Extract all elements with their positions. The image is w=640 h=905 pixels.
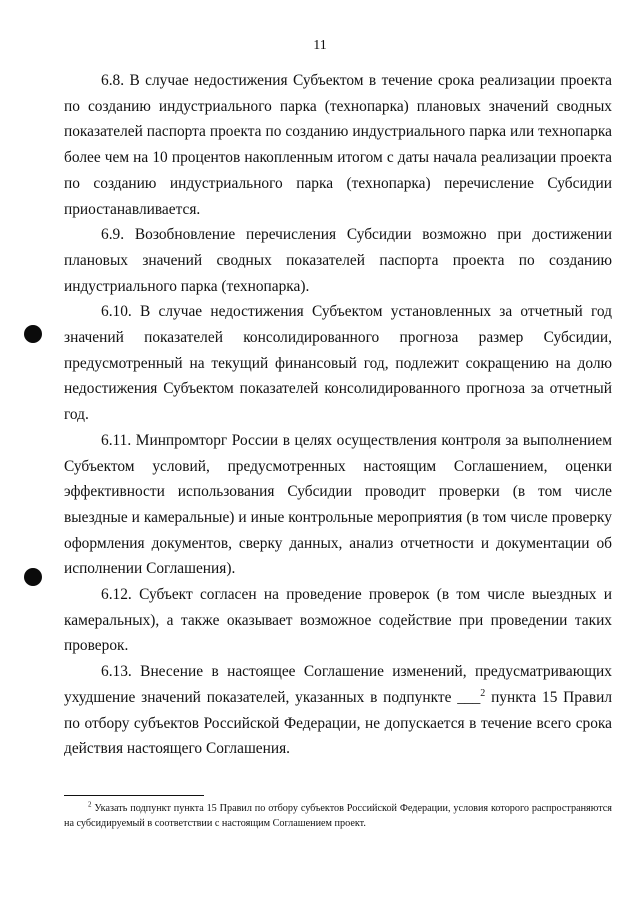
paragraph-6-12: 6.12. Субъект согласен на проведение проверок (в том числе выездных и камеральных), а также оказывает возможное содействие при проведении таких проверок. <box>64 586 612 655</box>
footnote-separator <box>64 795 204 796</box>
paragraph-6-8: 6.8. В случае недостижения Субъектом в течение срока реализации проекта по созданию индустриального парка (технопарка) плановых значений сводных показателей паспорта проекта по созданию индустриального парка или технопарка более чем на 10 процентов накопленным итогом с даты начала реализации проекта по созданию индустриального парка (технопарка) перечисление Субсидии приостанавливается. <box>64 72 612 218</box>
punch-hole-mark <box>24 568 42 586</box>
paragraph-6-9: 6.9. Возобновление перечисления Субсидии возможно при достижении плановых значений сводных показателей паспорта проекта по созданию индустриального парка (технопарка). <box>64 226 612 295</box>
punch-hole-mark <box>24 325 42 343</box>
footnote <box>64 802 612 831</box>
footnote-reference: 2 <box>480 687 486 699</box>
footnote-mark: 2 <box>88 800 92 809</box>
document-body <box>64 68 612 762</box>
paragraph-6-10: 6.10. В случае недостижения Субъектом установленных за отчетный год значений показателей консолидированного прогноза размер Субсидии, предусмотренный на текущий финансовый год, подлежит сокращению на долю недостижения Субъектом показателей консолидированного прогноза за отчетный год. <box>64 303 612 424</box>
paragraph-6-13-text-before: 6.13. Внесение в настоящее Соглашение изменений, предусматривающих ухудшение значений показателей, указанных в подпункте ___ <box>64 663 612 706</box>
paragraph-6-13-text-after: пункта 15 Правил по отбору субъектов Российской Федерации, не допускается в течение всего срока действия настоящего Соглашения. <box>64 688 612 758</box>
paragraph-6-11: 6.11. Минпромторг России в целях осуществления контроля за выполнением Субъектом условий, предусмотренных настоящим Соглашением, оценки эффективности использования Субсидии проводит проверки (в том числе выездные и камеральные) и иные контрольные мероприятия (в том числе проверку оформления документов, сверку данных, анализ отчетности и документации об исполнении Соглашения). <box>64 431 612 578</box>
footnote-text: Указать подпункт пункта 15 Правил по отбору субъектов Российской Федерации, условия которого распространяются на субсидируемый в соответствии с настоящим Соглашением проект. <box>64 803 612 829</box>
paragraph-6-13 <box>64 659 612 762</box>
page-number: 11 <box>313 38 327 53</box>
